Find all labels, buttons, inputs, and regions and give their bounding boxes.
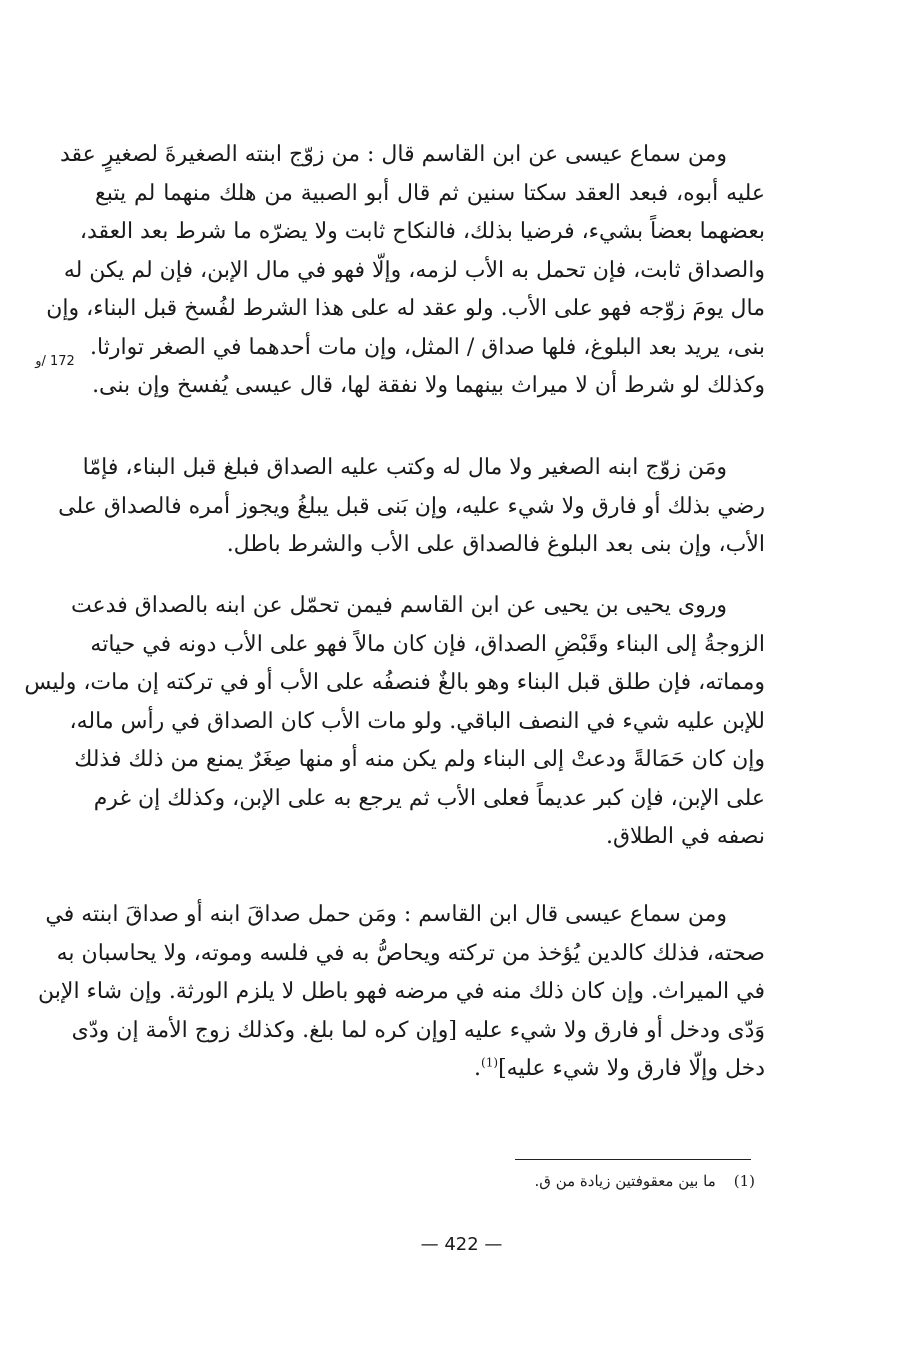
text-line: في الميراث. وإن كان ذلك منه في مرضه فهو باطل لا يلزم الورثة. وإن شاء الإبن: [38, 979, 765, 1004]
paragraph-3: [24, 587, 765, 857]
footnote-reference[interactable]: (1): [481, 1055, 499, 1070]
text-line: الزوجةُ إلى البناء وقَبْضِ الصداق، فإن كان مالاً فهو على الأب دونه في حياته: [90, 631, 765, 657]
text-line: نصفه في الطلاق.: [605, 824, 765, 849]
text-line: مال يومَ زوّجه فهو على الأب. ولو عقد له على هذا الشرط لفُسخ قبل البناء، وإن: [46, 296, 765, 321]
text-line: صحته، فذلك كالدين يُؤخذ من تركته ويحاصُّ به في فلسه وموته، ولا يحاسبان به: [56, 940, 765, 966]
text-line: ومن سماع عيسى عن ابن القاسم قال : من زوّج ابنته الصغيرةَ لصغيرٍ عقد: [59, 142, 727, 167]
footnote-number: (1): [733, 1172, 755, 1190]
text-line: وَدّى ودخل أو فارق ولا شيء عليه [وإن كره لما بلغ. وكذلك زوج الأمة إن ودّى: [71, 1017, 765, 1043]
text-line: والصداق ثابت، فإن تحمل به الأب لزمه، وإلّا فهو في مال الإبن، فإن لم يكن له: [63, 257, 765, 283]
text-line: وإن كان حَمَالةً ودعتْ إلى البناء ولم يكن منه أو منها صِغَرٌ يمنع من ذلك فذلك: [74, 747, 765, 772]
text-line: للإبن عليه شيء في النصف الباقي. ولو مات الأب كان الصداق في رأس ماله،: [69, 708, 765, 734]
text-line: وروى يحيى بن يحيى عن ابن القاسم فيمن تحمّل عن ابنه بالصداق فدعت: [70, 593, 727, 618]
paragraph-4: [38, 896, 765, 1089]
page-number: — 422 —: [420, 1234, 503, 1255]
text-line: ومماته، فإن طلق قبل البناء وهو بالغٌ فنصفُه على الأب أو في تركته إن مات، وليس: [24, 670, 765, 695]
footnote-separator: [515, 1159, 751, 1160]
folio-margin-note: 172 /و: [35, 354, 75, 369]
paragraph-2: [58, 449, 765, 565]
text-line: دخل وإلّا فارق ولا شيء عليه]$^{(1)}$.: [474, 1055, 765, 1081]
footnote: [470, 1168, 755, 1194]
text-line-content: دخل وإلّا فارق ولا شيء عليه]: [498, 1056, 765, 1081]
text-line: ومَن زوّج ابنه الصغير ولا مال له وكتب عليه الصداق فبلغ قبل البناء، فإمّا: [82, 455, 727, 480]
text-line: ومن سماع عيسى قال ابن القاسم : ومَن حمل صداقَ ابنه أو صداقَ ابنته في: [45, 902, 727, 927]
text-line: الأب، وإن بنى بعد البلوغ فالصداق على الأب والشرط باطل.: [226, 532, 765, 557]
text-line: بنى، يريد بعد البلوغ، فلها صداق / المثل، وإن مات أحدهما في الصغر توارثا.: [90, 334, 765, 360]
text-line: على الإبن، فإن كبر عديماً فعلى الأب ثم يرجع به على الإبن، وكذلك إن غرم: [93, 785, 765, 811]
footnote-text: ما بين معقوفتين زيادة من ق.: [534, 1172, 716, 1190]
text-line: رضي بذلك أو فارق ولا شيء عليه، وإن بَنى قبل يبلغُ ويجوز أمره فالصداق على: [58, 493, 765, 519]
text-line: بعضهما بعضاً بشيء، فرضيا بذلك، فالنكاح ثابت ولا يضرّه ما شرط بعد العقد،: [79, 219, 765, 244]
text-line: عليه أبوه، فبعد العقد سكتا سنين ثم قال أبو الصبية من هلك منهما لم يتبع: [95, 180, 765, 206]
text-line: وكذلك لو شرط أن لا ميراث بينهما ولا نفقة لها، قال عيسى يُفسخ وإن بنى.: [92, 373, 765, 398]
